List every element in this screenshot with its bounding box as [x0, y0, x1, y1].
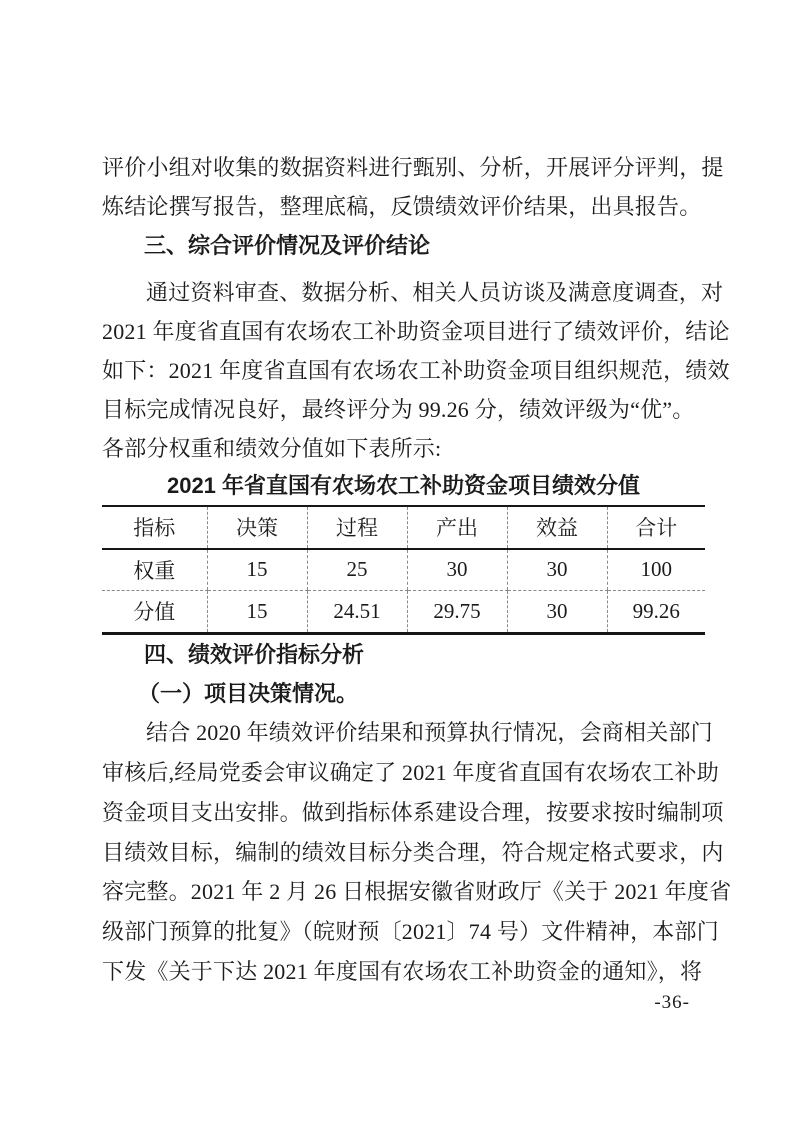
table-header-cell: 指标	[102, 506, 207, 549]
body-line: 2021 年度省直国有农场农工补助资金项目进行了绩效评价，结论	[102, 318, 730, 344]
table-header-cell: 过程	[307, 506, 407, 549]
performance-score-table	[102, 505, 705, 635]
body-line: 结合 2020 年绩效评价结果和预算执行情况，会商相关部门	[146, 719, 713, 745]
body-line: 级部门预算的批复》（皖财预〔2021〕74 号）文件精神，本部门	[102, 919, 719, 945]
row-label-cell: 分值	[133, 600, 176, 624]
table-header-row	[102, 506, 705, 549]
table-cell: 24.51	[307, 590, 407, 633]
table-cell: 99.26	[607, 590, 705, 633]
body-line: 评价小组对收集的数据资料进行甄别、分析，开展评分评判，提	[102, 155, 724, 180]
table-row-score	[102, 590, 705, 633]
body-line: 各部分权重和绩效分值如下表所示:	[102, 436, 442, 462]
page-number: -36-	[654, 992, 690, 1013]
score-table-title: 2021 年省直国有农场农工补助资金项目绩效分值	[166, 472, 641, 498]
table-cell: 30	[507, 549, 607, 591]
table-cell: 15	[207, 590, 307, 633]
table-cell: 15	[207, 549, 307, 591]
paragraph-continuation	[102, 0, 724, 226]
section-heading-indicator-analysis: 四、绩效评价指标分析	[144, 641, 365, 667]
table-header-cell: 产出	[407, 506, 507, 549]
table-header-cell: 效益	[507, 506, 607, 549]
body-line: 容完整。2021 年 2 月 26 日根据安徽省财政厅《关于 2021 年度省	[102, 879, 732, 905]
row-label-cell: 权重	[102, 549, 207, 591]
body-line: 目标完成情况良好，最终评分为 99.26 分，绩效评级为“优”。	[102, 397, 695, 423]
table-cell: 25	[307, 549, 407, 591]
subsection-heading-project-decision: （一）项目决策情况。	[138, 680, 359, 706]
table-row-weight	[102, 549, 705, 591]
table-cell: 100	[607, 549, 705, 591]
paragraph-project-decision	[102, 713, 732, 992]
body-line: 炼结论撰写报告，整理底稿，反馈绩效评价结果，出具报告。	[102, 194, 702, 220]
section-heading-overall-evaluation: 三、综合评价情况及评价结论	[144, 233, 431, 259]
body-line: 通过资料审查、数据分析、相关人员访谈及满意度调查，对	[146, 279, 724, 305]
body-line: 目绩效目标，编制的绩效目标分类合理，符合规定格式要求，内	[102, 839, 724, 865]
table-cell: 30	[407, 549, 507, 591]
table-cell: 29.75	[407, 590, 507, 633]
table-header-cell: 决策	[207, 506, 307, 549]
table-cell: 30	[507, 590, 607, 633]
page-content	[102, 0, 732, 992]
paragraph-evaluation-conclusion	[102, 273, 730, 469]
table-header-cell: 合计	[607, 506, 705, 549]
body-line: 下发《关于下达 2021 年度国有农场农工补助资金的通知》，将	[102, 959, 703, 985]
body-line: 审核后,经局党委会审议确定了 2021 年度省直国有农场农工补助	[102, 759, 719, 785]
body-line: 如下：2021 年度省直国有农场农工补助资金项目组织规范，绩效	[102, 357, 730, 383]
body-line: 资金项目支出安排。做到指标体系建设合理，按要求按时编制项	[102, 799, 724, 825]
